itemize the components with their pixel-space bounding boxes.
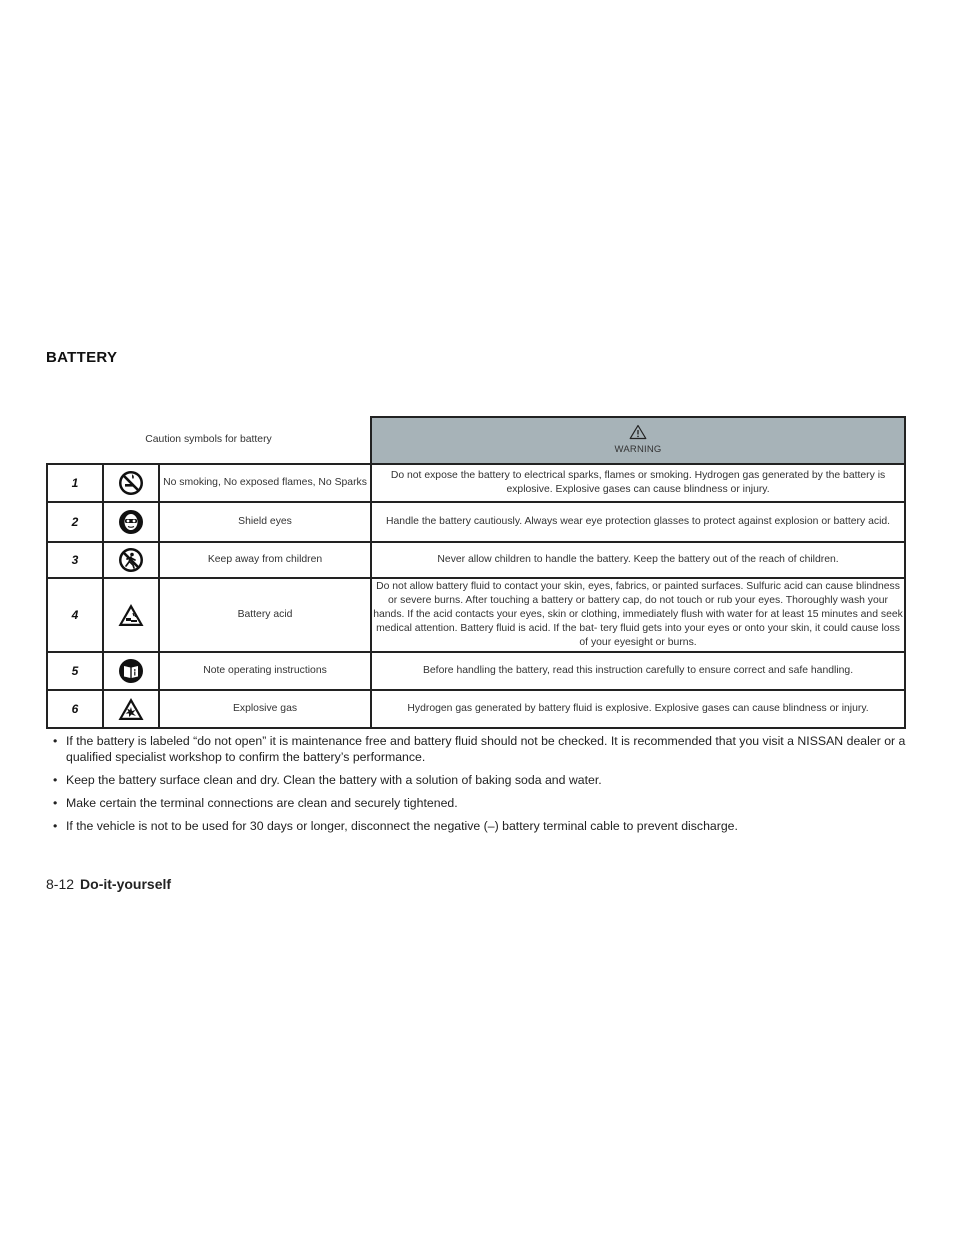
no-smoking-flames-icon: [103, 464, 159, 502]
row-number: 2: [47, 502, 103, 542]
row-number: 4: [47, 578, 103, 652]
row-description: Handle the battery cautiously. Always wear eye protection glasses to protect against explosion or battery acid.: [371, 502, 905, 542]
row-description: Hydrogen gas generated by battery fluid is explosive. Explosive gases can cause blindness or injury.: [371, 690, 905, 728]
section-title: BATTERY: [46, 349, 118, 366]
list-item: [53, 772, 913, 788]
warning-triangle-icon: [629, 424, 647, 440]
row-label: Note operating instructions: [159, 652, 371, 690]
keep-away-children-icon: [103, 542, 159, 578]
row-description: Before handling the battery, read this instruction carefully to ensure correct and safe handling.: [371, 652, 905, 690]
list-item-text: If the battery is labeled “do not open” it is maintenance free and battery fluid should not be checked. It is recommended that you visit a NISSAN dealer or a qualified specialist workshop to confirm the battery’s performance.: [66, 734, 906, 764]
row-description: Never allow children to handle the battery. Keep the battery out of the reach of children.: [371, 542, 905, 578]
table-row: [47, 652, 905, 690]
row-description: Do not allow battery fluid to contact your skin, eyes, fabrics, or painted surfaces. Sulfuric acid can cause blindness or severe burns. After touching a battery or battery cap, do not touch or rub your eyes. Thoroughly wash your hands. If the acid contacts your eyes, skin or clothing, immediately flush with water for at least 15 minutes and seek medical attention. Battery fluid is acid. If the bat- tery fluid gets into your eyes or onto your skin, it could cause loss of your eyesight or burns.: [371, 578, 905, 652]
row-label: Explosive gas: [159, 690, 371, 728]
battery-notes-list: [53, 733, 913, 841]
explosive-gas-icon: [103, 690, 159, 728]
caution-symbols-table: [46, 416, 906, 729]
row-label: Keep away from children: [159, 542, 371, 578]
bullet-symbol: •: [53, 796, 58, 810]
footer-section-title: Do-it-yourself: [80, 876, 172, 892]
page-number: 8-12: [46, 876, 75, 892]
shield-eyes-icon: [103, 502, 159, 542]
list-item-text: If the vehicle is not to be used for 30 days or longer, disconnect the negative (–) battery terminal cable to prevent discharge.: [66, 819, 738, 833]
list-item-text: Keep the battery surface clean and dry. Clean the battery with a solution of baking soda and water.: [66, 773, 602, 787]
list-item: [53, 795, 913, 811]
warning-header: [371, 417, 905, 464]
table-row: [47, 542, 905, 578]
bullet-symbol: •: [53, 734, 58, 748]
warning-label: WARNING: [614, 444, 662, 455]
row-description: Do not expose the battery to electrical sparks, flames or smoking. Hydrogen gas generated by the battery is explosive. Explosive gases can cause blindness or injury.: [371, 464, 905, 502]
table-row: [47, 690, 905, 728]
bullet-symbol: •: [53, 773, 58, 787]
row-label: Battery acid: [159, 578, 371, 652]
list-item: [53, 818, 913, 834]
row-number: 1: [47, 464, 103, 502]
row-number: 5: [47, 652, 103, 690]
table-header-label: Caution symbols for battery: [145, 434, 272, 445]
table-row: [47, 578, 905, 652]
row-number: 6: [47, 690, 103, 728]
page-footer: [46, 876, 171, 892]
table-row: [47, 464, 905, 502]
row-label: No smoking, No exposed flames, No Sparks: [159, 464, 371, 502]
table-header-row: [47, 417, 905, 464]
list-item-text: Make certain the terminal connections are clean and securely tightened.: [66, 796, 458, 810]
battery-acid-icon: [103, 578, 159, 652]
operating-instructions-icon: [103, 652, 159, 690]
list-item: [53, 733, 913, 765]
row-label: Shield eyes: [159, 502, 371, 542]
row-number: 3: [47, 542, 103, 578]
table-row: [47, 502, 905, 542]
bullet-symbol: •: [53, 819, 58, 833]
